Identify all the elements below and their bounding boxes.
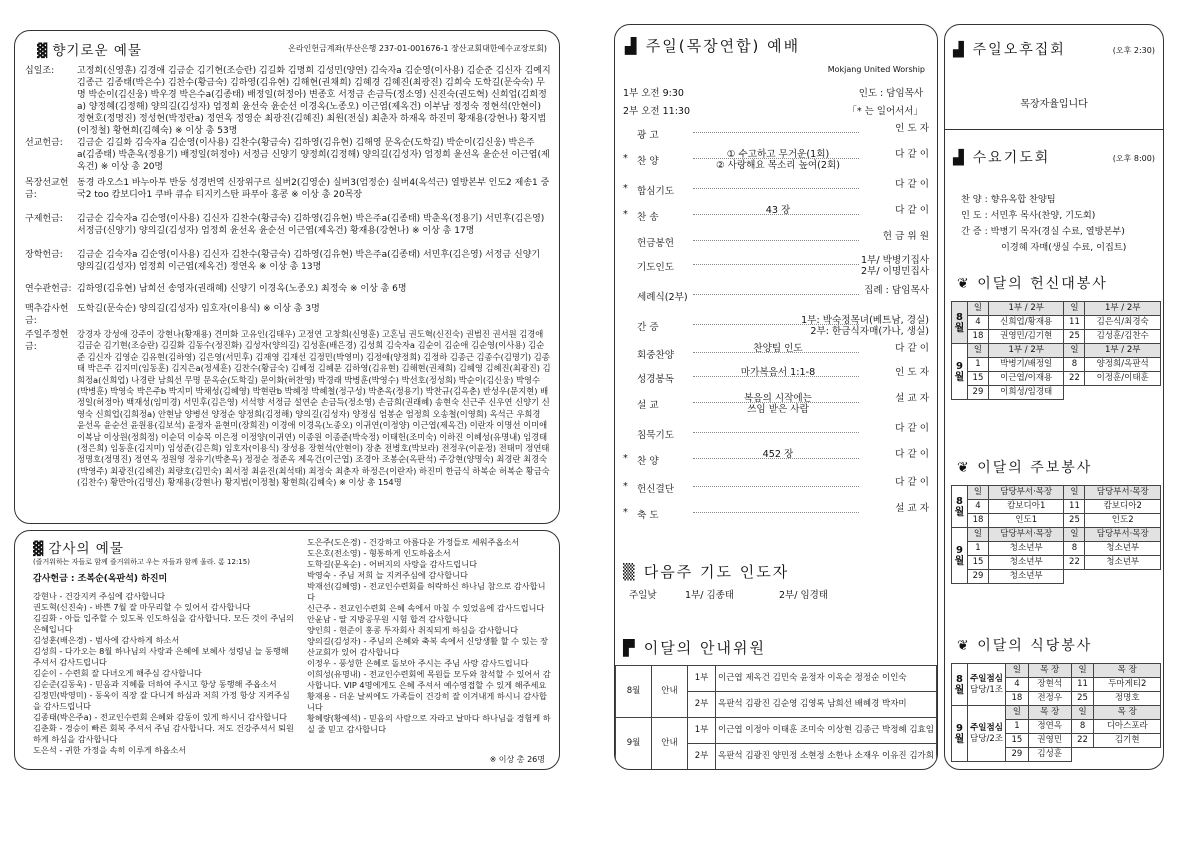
offering-names: 동경 라오스1 바누아투 반둥 성경번역 신장위구르 실버2(김영순) 실버3(엄정순) 실버4(옥석근) 열방본부 인도2 제송1 중국2 too 캄보디아1 쿠바 큐슈 티지키스탄 파푸아 홍콩 ※ 이상 총 20목장 [77,178,550,200]
thanks-right: 도은주(도은경) - 건강하고 아름다운 가정들로 세워주옵소서 도은호(전소영) - 형통하게 인도하옵소서 도학길(문옥순) - 어버지의 사랑을 감사드립니다 박영숙 - 주님 저희 늘 지켜주심에 감사합니다 박재선(김혜영) - 전교인수련회를 허락하신 하나님 참으로 감사합니다 신근주 - 전교인수련회 은혜 속에서 마칠 수 있었음에 감사드립니다 안윤남 - 딸 지방공무원 시험 합격 감사합니다 양인희 - 현준이 홍콩 투자회사 취직되게 하심을 감사합니다 양의길(김성자) - 주님의 은혜와 축복 속에서 신앙생활 할 수 있는 장산교회가 있어 감사합니다 이정우 - 풍성한 은혜로 돌보아 주시는 주님 사랑 감사드립니다 이희성(유명내) - 전교인수련회에 목원들 모두와 참석할 수 있어서 감사합니다. VIP 4명에게도 은혜 주셔서 예수영접할 수 있게 해주세요 황재용 - 더운 날씨에도 가족들이 건강히 잘 이겨내게 하시니 감사합니다 황혜량(황예석) - 믿음의 사람으로 자라고 날마다 하나님을 경험케 하실 줄 믿고 감사합니다 [307,537,551,734]
order-person: 다 같 이 [895,477,929,488]
day: 15 [968,372,989,386]
dedication-title: ❦ 이달의 헌신대봉사 [957,276,1108,292]
mok: 권영민 [1028,734,1071,748]
order-item: 합심기도 [637,186,675,197]
wed-title: ▟ 수요기도회 [953,150,1051,166]
worship-title: ▟ 주일(목장연합) 예배 [625,37,801,55]
order-person: 1부/ 박병기집사 2부/ 이명민집사 [861,255,929,277]
col-part: 담당부서·목장 [1085,486,1161,500]
day: 4 [1006,678,1029,692]
guides-names: 옥판석 김광진 김순영 김영록 남희선 배혜경 박자미 [716,692,937,718]
order-person: 다 같 이 [895,149,929,160]
offering-section [25,65,551,137]
thanks-title: ▓ 감사의 예물 [33,541,124,557]
offering-label: 구제헌금: [25,214,63,224]
cafe-title: ❦ 이달의 식당봉사 [957,638,1093,654]
day: 8 [1071,720,1094,734]
offering-section [25,137,551,173]
order-person: 집례 : 담임목사 [864,285,929,296]
wed-time: (오후 8:00) [1112,154,1155,163]
order-star: * [623,453,628,464]
col-mok: 목 장 [1094,664,1161,678]
day: 18 [1006,692,1029,706]
dotted-leader [693,188,859,189]
col-day: 일 [1064,302,1085,316]
day: 1 [968,542,989,556]
wed-line-1: 찬 양 : 향유옥합 찬양팀 [961,194,1056,205]
order-item: 침묵기도 [637,430,675,441]
names: 이정훈/이태훈 [1085,372,1161,386]
col-day: 일 [1006,706,1029,720]
guides-part: 2부 [688,744,716,770]
order-detail: ① 수고하고 무거운(1회) ② 사랑해요 목소리 높여(2회) [715,149,840,171]
mok: 두마게티2 [1094,678,1161,692]
guides-names: 이근엽 제옥건 김민숙 윤정자 이옥순 정정순 이인숙 [716,666,937,692]
month-sep: 9월 [952,706,968,762]
schedule-box [944,24,1164,770]
offering-names: 고정희(신영훈) 김경애 김금순 김기현(조승란) 김길화 김명희 김성민(양연) 김숙자a 김순영(이사용) 김순준 김신자 김예지 김종근 김종태(박은수) 김찬수(황금숙) 김하영(김유현) 김해현(권채희) 김혜경 김혜진(최광진) 김희숙 도학길(문숙숙) 무명 박순이(김신웅) 박우경 박은수a(김종태) 배정일(허정아) 변종호 서정금 손금득(정소영) 신진숙(권도혁) 신희업(김희정a) 양정혜(김정해) 양의길(김성자) 엄정희 윤선숙 윤순선 이경옥(노종오) 이근엽(제옥건) 이부남 정정숙 정현석(안현이) 정현호(정명진) 정성현(박정란a) 정연옥 정영순 최광진(김혜진) 최원(전실) 최춘자 하재옥 하진미 황재용(강현나) 황지범(이정철) 황현희(김혜숙) ※ 이상 총 53명 [77,66,551,136]
order-item: 헌신결단 [637,484,675,495]
offering-label: 주일주정헌금: [25,330,69,352]
offering-label: 십일조: [25,66,55,76]
guides-title: ▛ 이달의 안내위원 [623,639,766,657]
day: 25 [1064,330,1085,344]
order-person: 인 도 자 [895,123,929,134]
thanks-left: 강현나 - 건강지켜 주심에 감사합니다 권도혁(신진숙) - 바쁜 7월 잘 마무리할 수 있어서 감사합니다 김길화 - 아들 입주할 수 있도록 인도하심을 감사합니다. 모든 것이 주님의 은혜입니다 김성훈(배은경) - 범사에 감사하게 하소서 김성희 - 다가오는 8월 하나님의 사랑과 은혜에 보혜사 성령님 늘 동행해 주셔서 감사드립니다 김순이 - 수련회 잘 다녀오게 해주심 감사합니다 김순준(김동욱) - 믿음과 지혜를 더하여 주시고 항상 동행해 주옵소서 김정민(박영미) - 동욱이 직장 잘 다니게 하심과 저희 가정 항상 지켜주심을 감사드립니다 김종태(박은주a) - 전교인수련회 은혜와 감동이 있게 하시니 감사합니다 김춘화 - 경승이 빠른 회복 주셔서 주님 감사합니다. 저도 건강주셔서 퇴원하게 하심을 감사합니다 도은석 - 귀한 가정을 속히 이루게 하옵소서 [33,591,294,755]
team: 인도2 [1085,514,1161,528]
account-info: 온라인헌금계좌(부산은행 237-01-001676-1 장산교회대한예수교장로회) [288,44,547,53]
thanks-subtitle: 감사헌금 : 조복순(옥판석) 하진미 [33,574,168,584]
col-day: 일 [968,528,989,542]
order-item: 찬 송 [637,212,659,223]
order-row [623,393,929,417]
dedication-table [951,301,1161,400]
col-part: 1부 / 2부 [1085,344,1161,358]
thanks-box [14,530,560,770]
dotted-leader [693,294,859,295]
order-person: 다 같 이 [895,343,929,354]
order-row [623,367,929,391]
order-person: 1부: 박숙정목녀(베트남, 경실) 2부: 한금식자매(가나, 생실) [801,315,929,337]
order-detail: 마가복음서 1:1-8 [740,367,816,378]
mok: 정연옥 [1028,720,1071,734]
order-person: 다 같 이 [895,423,929,434]
names: 양정희/옥판석 [1085,358,1161,372]
names: 신희업/황재용 [988,316,1064,330]
col-day: 일 [1006,664,1029,678]
order-person: 다 같 이 [895,449,929,460]
order-item: 기도인도 [637,262,675,273]
day: 25 [1064,514,1085,528]
order-star: * [623,153,628,164]
offering-names: 강경자 강성애 강주이 강현나(황재용) 견미화 고유인(김태우) 고정연 고창희(신영훈) 고혼님 권도혁(신진숙) 권범진 권서원 김경애 김금순 김기현(조승란) 김길화 김동수(정진화) 김성자(양의길) 김성훈(배은경) 김성희 김숙자a 김순이 김순애 김순영(이사용) 김순준 김신자 김영순 김유현(김하영) 김은영(서민후) 김재영 김재선 김정민(박영미) 김정애(양정희) 김정하 김종근 김종수(김명기) 김종태 박은주 김지미(임동훈) 김지은a(정세훈) 김찬수(황금숙) 김혜정 김혜문 김하영(김유현) 김해현(권채희) 김혜영 김혜진(최광진) 김희정a(신희업) 나경란 남희선 무명 문옥순(도학길) 문이화(허찬영) 박경래 박병훈(박영수) 박선호(정성희) 박순이(김신웅) 박영수(박병훈) 박영숙 박은주b 박지미 박채성(김혜영) 박현란b 박혜정 박혜철(정구성) 박춘옥(정용기) 박찬규(김옥춘) 반성우(문지현) 배정일(허정아) 백재성(임미경) 서민후(김은영) 서석향 서정금 설연순 손금득(정소영) 손금희(권래혜) 송현숙 신근주 신우연 신양기 신영숙 신희업(김희정a) 안현남 양병선 양정순 양정희(김정해) 양의길(김성자) 양정심 엄봉순 엄정희 오송철(이영희) 옥석근 우희경 윤선옥 윤순선 윤원용(김보석) 윤정자 윤현미(장희진) 이경애 이경옥(노종오) 이귀연(이정양) 이근엽(제옥건) 이란자 이명선 이미애 이복남 이상원(정희정) 이순덕 이승목 이은정 이정양(이귀연) 이종원 이종준(박숙정) 이태헌(조미숙) 이하진 이혜성(유명내) 임경태(정은희) 임동훈(김지미) 임성준(김은희) 임호자(이용식) 장성용 장현석(안현이) 장춘 전병호(박보라) 전정우(이윤정) 전태미 정연태 정명호(정명진) 정연옥 정원영 정유기(박춘옥) 정정순 정준옥 제옥건(이근엽) 조경아 조봉순(옥판석) 주강현(양명숙) 최경란 최경숙(박영주) 최광진(김혜진) 최량호(김민숙) 최서정 최윤진(최석태) 최정숙 최춘자 하정은(이란자) 하진미 한금식 하복순 허복순 황금숙(김찬수) 황만아(김명신) 황재용(강현나) 황지범(이정철) 황현희(김혜숙) ※ 이상 총 154명 [77,329,551,488]
order-row [623,123,929,147]
order-detail: 452 장 [762,449,794,460]
order-item: 축 도 [637,510,659,521]
order-star: * [623,183,628,194]
day: 11 [1064,500,1085,514]
divider [945,129,1163,130]
col-day: 일 [1071,706,1094,720]
col-part: 1부 / 2부 [988,302,1064,316]
order-row [623,449,929,473]
team: 캄보디아1 [988,500,1064,514]
offering-label: 연수관헌금: [25,284,72,294]
day: 8 [1064,542,1085,556]
afternoon-time: (오후 2:30) [1112,46,1155,55]
offering-label: 목장선교헌금: [25,178,69,200]
guides-part: 2부 [688,692,716,718]
month-aug: 8월 [952,302,968,344]
col-day: 일 [968,302,989,316]
offering-names: 김금순 김길화 김숙자a 김순영(이사용) 김찬수(황금숙) 김하영(김유현) 김해영 문옥순(도학길) 박순이(김신웅) 박은주a(김종태) 박춘옥(정용기) 배정일(허정아) 서정금 신양기 양정희(김정해) 양의길(김성자) 엄정희 윤선옥 윤순선 이근엽(제옥건) ※ 이상 총 20명 [77,138,550,172]
order-item: 찬 양 [637,156,659,167]
day: 4 [968,500,989,514]
month-sep: 9월 [952,344,968,400]
order-row [623,179,929,203]
offering-label: 맥추감사헌금: [25,304,69,326]
offering-section [25,283,551,295]
day: 29 [1006,748,1029,762]
next-prayer-label: 주일낮 [629,590,657,601]
offering-section [25,249,551,273]
order-row [623,149,929,173]
team: 청소년부 [1085,542,1161,556]
col-part: 담당부서·목장 [1085,528,1161,542]
order-row [623,285,929,309]
guides-month-aug: 8월 [616,666,652,718]
thanks-total: ※ 이상 총 26명 [489,755,545,764]
team: 청소년부 [1085,556,1161,570]
day: 22 [1064,372,1085,386]
mok: 김성훈 [1028,748,1071,762]
col-part: 1부 / 2부 [1085,302,1161,316]
worship-subtitle: Mokjang United Worship [827,65,925,74]
thanks-verse: (즐거워하는 자들로 함께 즐거워하고 우는 자들과 함께 울라. 롬 12:15) [33,558,250,566]
day: 25 [1071,692,1094,706]
month-sep: 9월 [952,528,968,584]
offering-section [25,303,551,327]
team: 캄보디아2 [1085,500,1161,514]
wed-line-4: 이경혜 자매(생실 수료, 이집트) [1001,242,1127,253]
order-person: 다 같 이 [895,205,929,216]
col-mok: 목 장 [1094,706,1161,720]
order-row [623,315,929,339]
month-aug: 8월 [952,664,968,706]
dotted-leader [693,486,859,487]
day: 8 [1064,358,1085,372]
offering-names: 김금순 김숙자a 김순영(이사용) 김신자 김찬수(황금숙) 김하영(김유현) 박은주a(김종태) 서민후(김은영) 서정금 신양기 양의길(김성자) 엄정희 이근엽(제옥건) 정연옥 ※ 이상 총 13명 [77,250,541,272]
order-row [623,477,929,501]
afternoon-title: ▟ 주일오후집회 [953,42,1066,58]
wed-line-2: 인 도 : 서민후 목사(찬양, 기도회) [961,210,1096,221]
col-day: 일 [1064,344,1085,358]
day: 15 [968,556,989,570]
order-row [623,231,929,255]
guides-role: 안내 [652,666,688,718]
wed-line-3: 간 증 : 박병기 목자(경실 수료, 열방본부) [961,226,1125,237]
team: 청소년부 [988,556,1064,570]
order-detail: 복음의 시작에는 쓰임 받은 사람 [744,393,812,415]
offering-label: 장학헌금: [25,250,63,260]
next-prayer-p2: 2부/ 임경태 [779,590,828,601]
day: 18 [968,330,989,344]
worship-time1: 1부 오전 9:30 [623,88,684,99]
day: 15 [1006,734,1029,748]
bulletin-title: ❦ 이달의 주보봉사 [957,460,1093,476]
day: 11 [1064,316,1085,330]
order-item: 성경봉독 [637,374,675,385]
month-aug: 8월 [952,486,968,528]
guides-part: 1부 [688,718,716,744]
order-person: 인 도 자 [895,367,929,378]
dotted-leader [693,512,859,513]
guides-table [615,665,937,770]
worship-note: 「* 는 일어서서」 [847,106,923,117]
guides-month-sep: 9월 [616,718,652,770]
offering-section [25,177,551,201]
next-prayer-title: ▒ 다음주 기도 인도자 [623,563,790,581]
col-day: 일 [1064,486,1085,500]
team: 인도1 [988,514,1064,528]
offerings-title: ▓ 향기로운 예물 [37,43,142,59]
order-person: 헌 금 위 원 [882,231,929,242]
offering-section [25,329,551,489]
names: 김은식/최경숙 [1085,316,1161,330]
order-item: 찬 양 [637,456,659,467]
col-mok: 목 장 [1028,664,1071,678]
order-star: * [623,481,628,492]
day: 1 [968,358,989,372]
names: 이희성/임경태 [988,386,1064,400]
day: 29 [968,386,989,400]
col-part: 담당부서·목장 [988,486,1064,500]
offering-section [25,213,551,237]
offering-sections [15,65,559,517]
mok: 김기현 [1094,734,1161,748]
order-item: 세례식(2부) [637,292,688,303]
day: 22 [1064,556,1085,570]
order-person: 설 교 자 [895,393,929,404]
order-row [623,343,929,367]
order-star: * [623,209,628,220]
offering-names: 도학길(문숙순) 양의길(김성자) 임호자(이용식) ※ 이상 총 3명 [77,304,320,314]
offering-label: 선교헌금: [25,138,63,148]
day: 18 [968,514,989,528]
names: 이근엽/이재용 [988,372,1064,386]
order-star: * [623,507,628,518]
col-day: 일 [1071,664,1094,678]
day: 11 [1071,678,1094,692]
col-day: 일 [1064,528,1085,542]
mok: 정명호 [1094,692,1161,706]
order-person: 설 교 자 [895,503,929,514]
col-day: 일 [968,486,989,500]
order-detail: 찬양팀 인도 [753,343,803,354]
guides-names: 옥판석 김광진 양민정 소현정 소한나 소재우 이유진 김가희 [716,744,937,770]
offering-names: 김금순 김숙자a 김순영(이사용) 김신자 김찬수(황금숙) 김하영(김유현) 박은주a(김종태) 박춘옥(정용기) 서민후(김은영) 서정금(신양기) 양의길(김성자) 엄정희 윤선옥 윤순선 이근엽(제옥건) 황재용(강현나) ※ 이상 총 17명 [77,214,545,236]
day: 4 [968,316,989,330]
team: 청소년부 [988,570,1064,584]
mok: 전정우 [1028,692,1071,706]
order-row [623,205,929,229]
order-person: 다 같 이 [895,179,929,190]
col-part: 담당부서·목장 [988,528,1064,542]
order-row [623,503,929,527]
mok: 디아스포라 [1094,720,1161,734]
order-item: 광 고 [637,130,659,141]
col-mok: 목 장 [1028,706,1071,720]
day: 29 [968,570,989,584]
col-day: 일 [968,344,989,358]
worship-box [614,24,938,770]
mok: 장현석 [1028,678,1071,692]
names: 권영민/김기현 [988,330,1064,344]
worship-leader: 인도 : 담임목사 [858,88,923,99]
day: 1 [1006,720,1029,734]
cafe-sep-label: 주일점심 담당/2조 [968,706,1006,762]
worship-time2: 2부 오전 11:30 [623,106,690,117]
cafe-table [951,663,1161,762]
afternoon-content: 목장자율입니다 [1020,99,1088,110]
dotted-leader [693,432,859,433]
bulletin-table [951,485,1161,584]
order-detail: 43 장 [765,205,791,216]
cafe-aug-label: 주일점심 담당/1조 [968,664,1006,706]
order-row [623,423,929,447]
order-item: 설 교 [637,400,659,411]
order-row [623,255,929,279]
team: 청소년부 [988,542,1064,556]
guides-role: 안내 [652,718,688,770]
col-part: 1부 / 2부 [988,344,1064,358]
order-item: 간 증 [637,322,659,333]
guides-part: 1부 [688,666,716,692]
order-item: 헌금봉헌 [637,238,675,249]
guides-names: 이근엽 이정아 이태훈 조미숙 이상현 김종근 박정혜 김효임 [716,718,937,744]
order-item: 회중찬양 [637,350,675,361]
day: 22 [1071,734,1094,748]
next-prayer-p1: 1부/ 김종태 [685,590,734,601]
names: 김성훈/김찬수 [1085,330,1161,344]
names: 박병기/배정일 [988,358,1064,372]
dotted-leader [693,264,859,265]
dotted-leader [693,240,859,241]
offerings-box [14,30,560,524]
offering-names: 김하영(김유현) 남희선 송영자(권래혜) 신양기 이경옥(노종오) 최정숙 ※ 이상 총 6명 [77,284,407,294]
dotted-leader [693,132,859,133]
